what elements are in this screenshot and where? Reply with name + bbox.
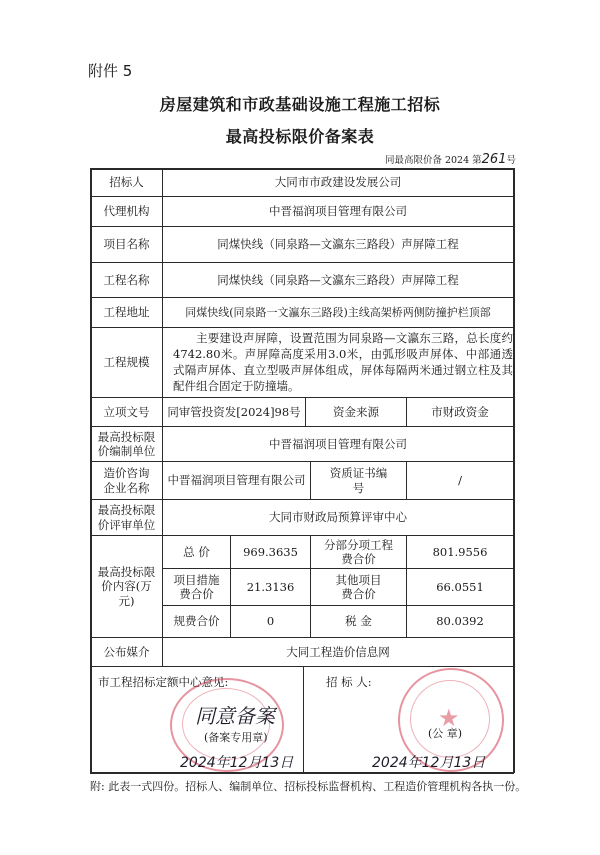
total-label: 总 价 xyxy=(183,544,210,559)
measure-label: 项目措施费合价 xyxy=(173,572,220,601)
tenderer-value: 大同市市政建设发展公司 xyxy=(274,175,402,190)
works-name-label: 工程名称 xyxy=(103,272,150,287)
media-label: 公布媒介 xyxy=(103,644,150,659)
footnote: 附: 此表一式四份。招标人、编制单位、招标投标监督机构、工程造价管理机构各执一份。 xyxy=(90,780,527,793)
compiler-label: 最高投标限价编制单位 xyxy=(97,429,156,458)
consultant-label: 造价咨询企业名称 xyxy=(103,466,150,495)
works-name-value: 同煤快线（同泉路—文瀛东三路段）声屏障工程 xyxy=(217,272,459,287)
agency-value: 中晋福润项目管理有限公司 xyxy=(269,204,407,219)
filing-seal-caption: (备案专用章) xyxy=(204,731,268,744)
approval-label: 立项文号 xyxy=(103,404,150,419)
total-value: 969.3635 xyxy=(243,544,298,559)
reviewer-value: 大同市财政局预算评审中心 xyxy=(269,510,407,525)
record-number-handwritten: 261 xyxy=(481,152,507,167)
measure-value: 21.3136 xyxy=(246,579,295,594)
tax-value: 80.0392 xyxy=(436,614,484,629)
agency-label: 代理机构 xyxy=(103,204,150,219)
project-name-value: 同煤快线（同泉路—文瀛东三路段）声屏障工程 xyxy=(217,237,459,252)
approval-handwriting: 同意备案 xyxy=(195,704,275,728)
quota-center-opinion-label: 市工程招标定额中心意见: xyxy=(98,675,229,689)
project-name-label: 项目名称 xyxy=(103,237,150,252)
reviewer-label: 最高投标限价评审单位 xyxy=(97,503,156,532)
site-value: 同煤快线(同泉路一文瀛东三路段)主线高架桥两侧防撞护栏顶部 xyxy=(185,305,491,319)
title-line-1: 房屋建筑和市政基础设施工程施工招标 xyxy=(159,95,441,114)
left-date: 2024年12月13日 xyxy=(180,755,294,771)
fee-value: 0 xyxy=(266,614,275,629)
consultant-value: 中晋福润项目管理有限公司 xyxy=(167,473,306,488)
tenderer-seal-caption: (公 章) xyxy=(428,727,463,740)
price-label: 最高投标限价内容(万元) xyxy=(97,564,156,608)
scale-label: 工程规模 xyxy=(103,355,150,370)
approval-value: 同审管投资发[2024]98号 xyxy=(167,404,301,419)
title-line-2: 最高投标限价备案表 xyxy=(225,127,375,146)
compiler-value: 中晋福润项目管理有限公司 xyxy=(269,436,407,451)
seal-star-icon: ★ xyxy=(438,704,460,732)
other-label: 其他项目费合价 xyxy=(335,572,382,601)
sub-value: 801.9556 xyxy=(432,544,488,559)
tenderer-sign-label: 招 标 人: xyxy=(326,675,372,689)
other-value: 66.0551 xyxy=(436,579,484,594)
media-value: 大同工程造价信息网 xyxy=(286,644,390,659)
tenderer-label: 招标人 xyxy=(109,175,144,190)
cert-label: 资质证书编号 xyxy=(329,466,388,495)
fee-label: 规费合价 xyxy=(173,614,220,629)
fund-value: 市财政资金 xyxy=(431,404,489,419)
tax-label: 税 金 xyxy=(345,614,372,629)
record-number xyxy=(385,152,516,167)
attachment-label: 附件 5 xyxy=(88,62,133,80)
fund-label: 资金来源 xyxy=(333,404,379,419)
cert-value: / xyxy=(458,473,462,488)
record-prefix: 同最高限价备 2024 第 xyxy=(384,155,482,166)
sub-label: 分部分项工程费合价 xyxy=(324,537,393,566)
right-date: 2024年12月13日 xyxy=(372,755,486,771)
site-label: 工程地址 xyxy=(103,305,150,320)
scale-value: 主要建设声屏障，设置范围为同泉路—文瀛东三路，总长度约4742.80米。声屏障高度采用3.0米，由弧形吸声屏体、中部通透式隔声屏体、直立型吸声屏体组成，屏体每隔两米通过钢立柱及其配件组合固定于防撞墙。 xyxy=(173,331,513,393)
record-suffix: 号 xyxy=(506,155,516,166)
